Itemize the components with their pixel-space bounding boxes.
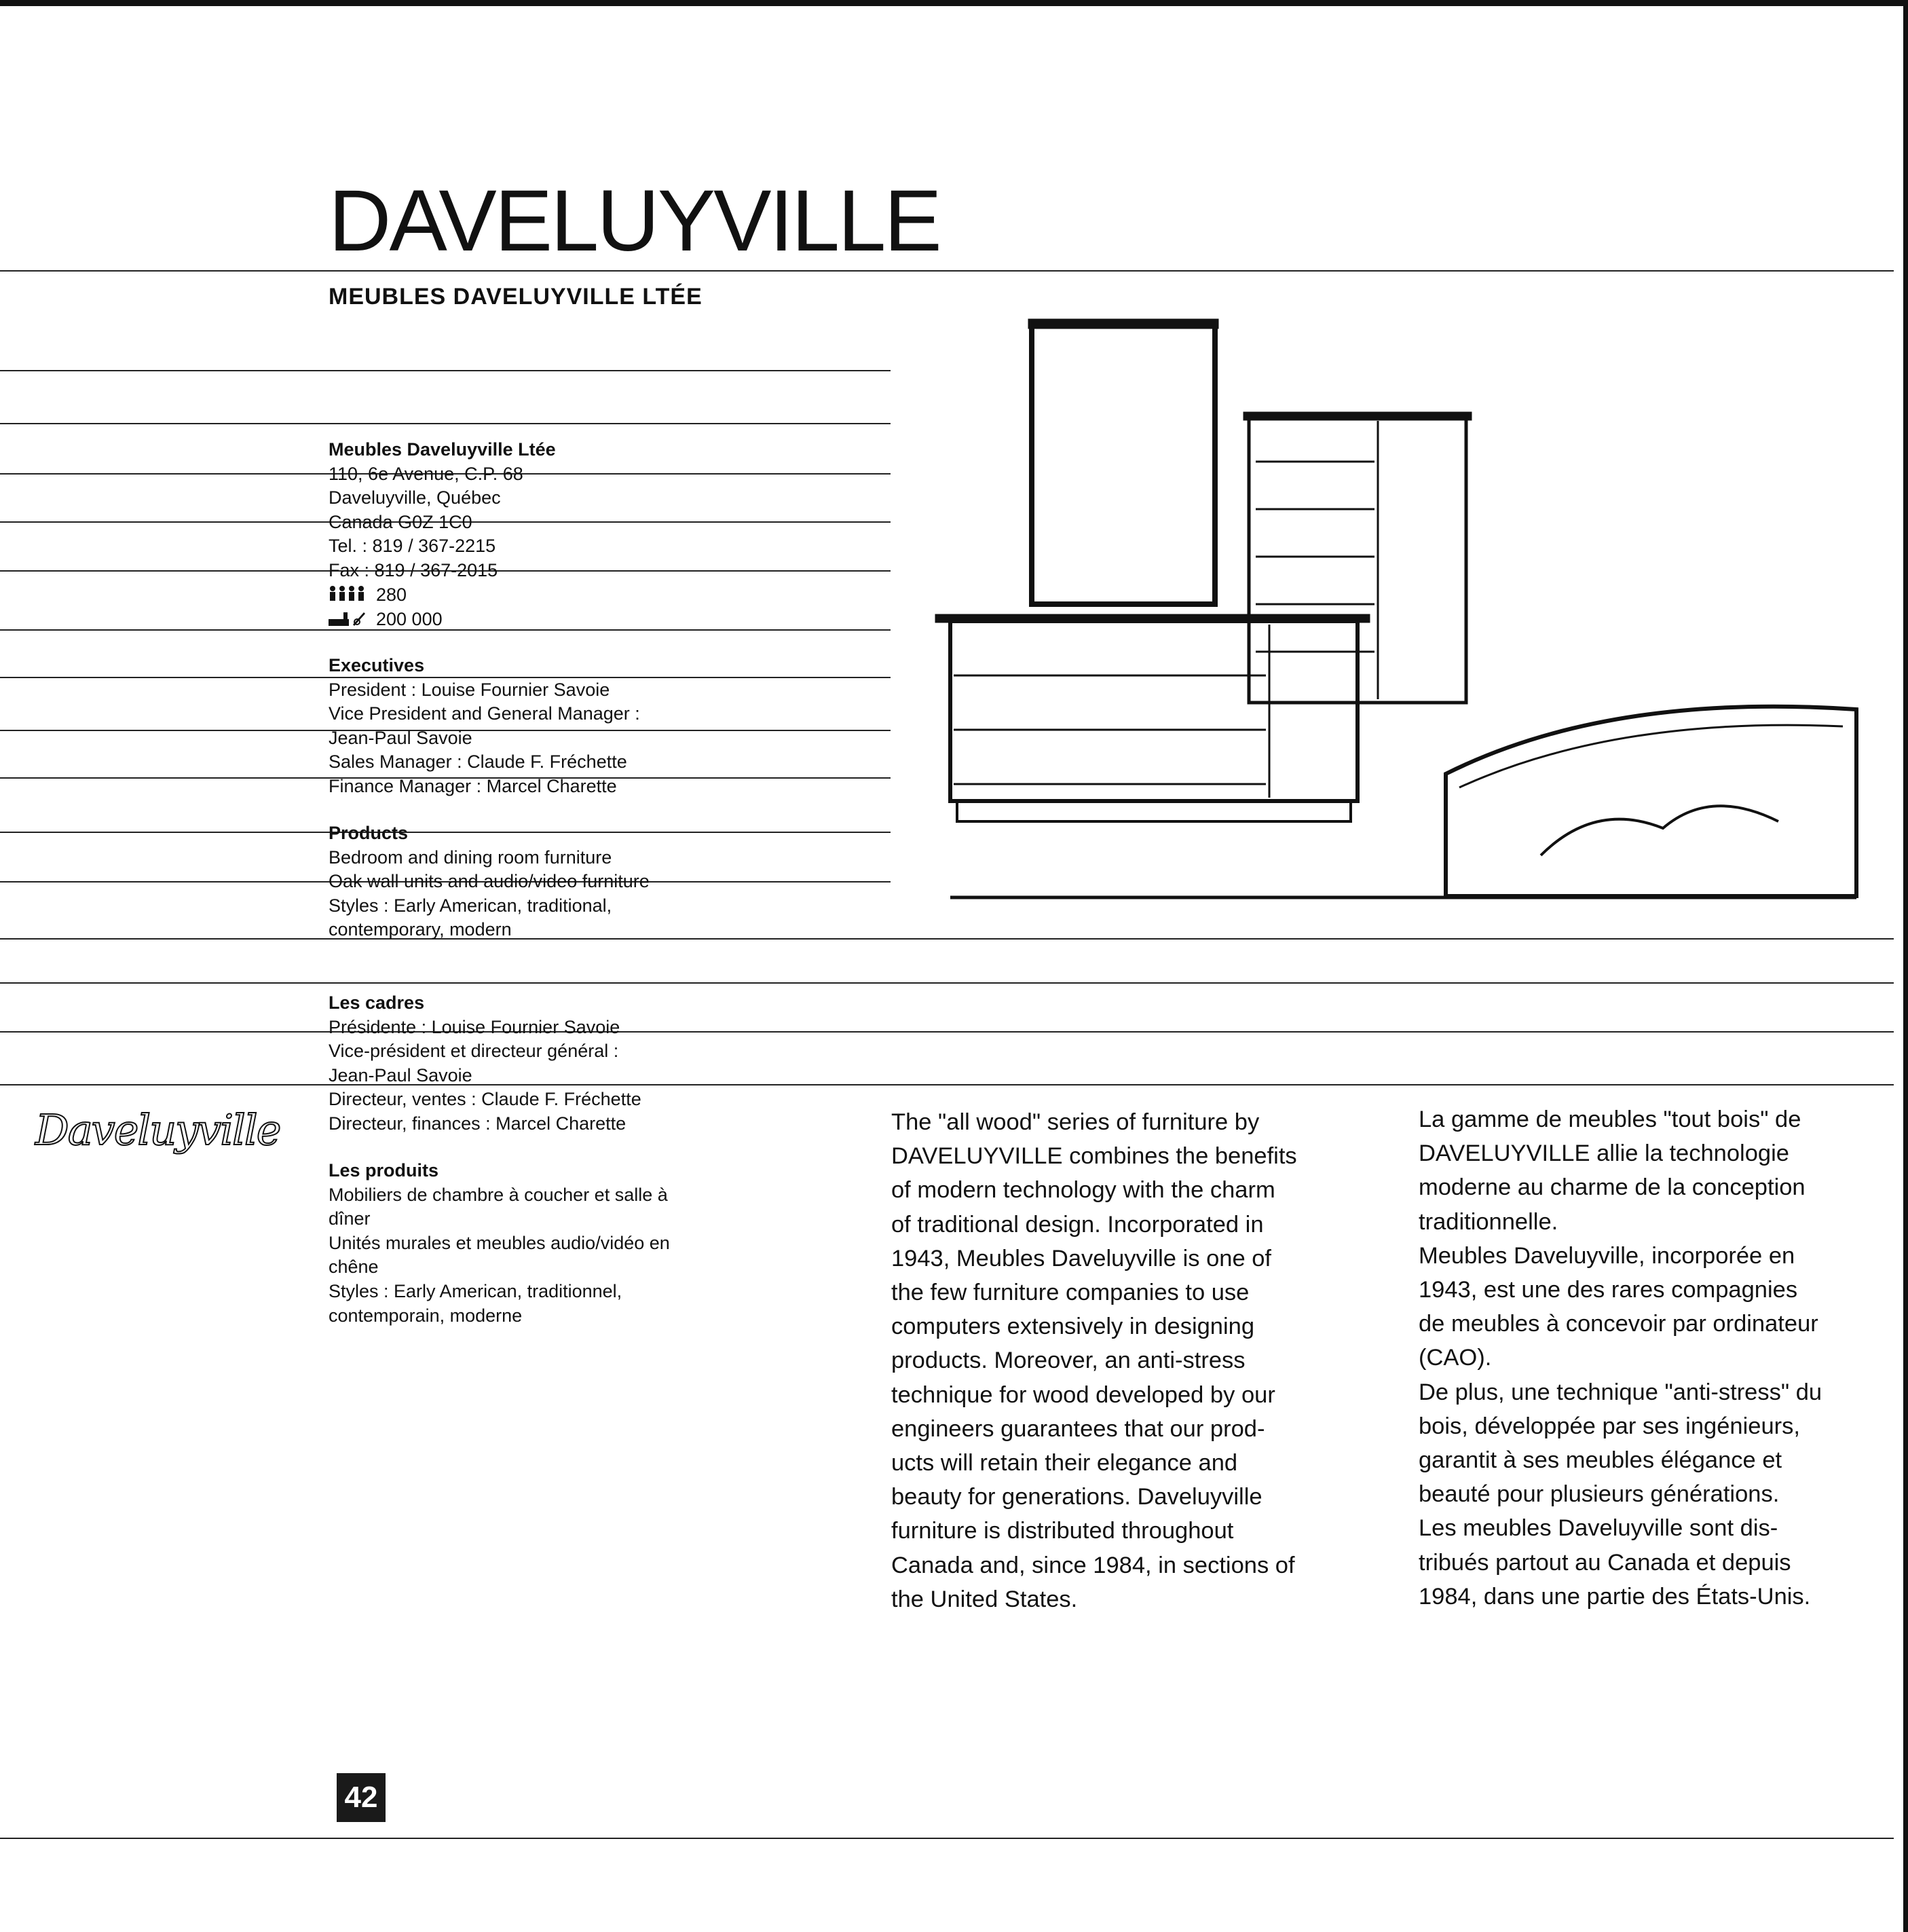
french-line: de meubles à concevoir par ordinateur [1419,1311,1818,1337]
produit-line: dîner [329,1208,371,1229]
company-logo: Daveluyville [35,1105,280,1155]
executive-line: Sales Manager : Claude F. Fréchette [329,751,627,773]
executive-line: Finance Manager : Marcel Charette [329,775,617,796]
english-line: computers extensively in designing [891,1314,1255,1340]
english-line: engineers guarantees that our prod- [891,1415,1265,1442]
employees-row [329,583,556,608]
french-line: beauté pour plusieurs générations. [1419,1481,1780,1508]
employees-icon [329,584,367,608]
product-line: contemporary, modern [329,919,512,940]
cadres-block [329,991,641,1136]
french-line: De plus, une technique "anti-stress" du [1419,1379,1822,1405]
french-line: 1943, est une des rares compagnies [1419,1277,1798,1303]
area-row [329,608,556,633]
rule-line [0,423,891,424]
french-line: tribués partout au Canada et depuis [1419,1549,1791,1576]
french-line: garantit à ses meubles élégance et [1419,1447,1782,1474]
cadre-line: Jean-Paul Savoie [329,1064,472,1085]
telephone-line: Tel. : 819 / 367-2215 [329,536,496,557]
produits-heading: Les produits [329,1160,439,1181]
produit-line: contemporain, moderne [329,1305,523,1326]
page-title: DAVELUYVILLE [329,172,940,270]
produit-line: chêne [329,1257,379,1278]
english-line: The "all wood" series of furniture by [891,1109,1260,1135]
products-block [329,821,650,942]
city-line: Daveluyville, Québec [329,487,501,508]
french-line: DAVELUYVILLE allie la technologie [1419,1140,1789,1167]
produits-block [329,1159,670,1328]
executive-line: Jean-Paul Savoie [329,727,472,748]
postal-line: Canada G0Z 1C0 [329,511,472,532]
cadres-heading: Les cadres [329,992,425,1013]
fax-line: Fax : 819 / 367-2015 [329,559,498,580]
product-line: Oak wall units and audio/video furniture [329,871,650,892]
company-name: Meubles Daveluyville Ltée [329,439,556,460]
rule-line [0,370,891,371]
executive-line: President : Louise Fournier Savoie [329,679,610,700]
cadre-line: Directeur, ventes : Claude F. Fréchette [329,1089,641,1110]
english-line: ucts will retain their elegance and [891,1450,1238,1476]
english-line: of modern technology with the charm [891,1177,1275,1204]
produit-line: Styles : Early American, traditionnel, [329,1280,622,1301]
product-line: Bedroom and dining room furniture [329,847,612,868]
cadre-line: Directeur, finances : Marcel Charette [329,1113,626,1134]
product-line: Styles : Early American, traditional, [329,895,612,916]
produit-line: Unités murales et meubles audio/vidéo en [329,1232,670,1253]
rule-line [0,1084,1894,1085]
english-line: Canada and, since 1984, in sections of [891,1552,1295,1578]
page-top-border [0,0,1908,6]
french-description [1419,1102,1822,1614]
company-subtitle: MEUBLES DAVELUYVILLE LTÉE [329,284,703,310]
english-line: beauty for generations. Daveluyville [891,1484,1262,1510]
french-line: Les meubles Daveluyville sont dis- [1419,1515,1778,1542]
cadre-line: Vice-président et directeur général : [329,1041,619,1062]
english-line: the few furniture companies to use [891,1280,1250,1306]
produit-line: Mobiliers de chambre à coucher et salle à [329,1184,668,1205]
products-heading: Products [329,823,409,843]
contact-block [329,438,556,633]
french-line: 1984, dans une partie des États-Unis. [1419,1583,1811,1610]
rule-line [0,982,1894,984]
english-line: 1943, Meubles Daveluyville is one of [891,1245,1271,1271]
french-line: (CAO). [1419,1345,1492,1371]
english-line: technique for wood developed by our [891,1381,1275,1408]
french-line: La gamme de meubles "tout bois" de [1419,1107,1801,1132]
cadre-line: Présidente : Louise Fournier Savoie [329,1016,620,1037]
rule-line [0,270,1894,272]
french-line: bois, développée par ses ingénieurs, [1419,1413,1800,1439]
rule-line [0,1031,1894,1033]
address-line: 110, 6e Avenue, C.P. 68 [329,463,523,484]
employees-count: 280 [376,584,407,605]
page-number: 42 [337,1773,386,1822]
rule-line [0,1838,1894,1839]
furniture-photo [930,312,1880,913]
english-line: DAVELUYVILLE combines the benefits [891,1143,1297,1170]
factory-area-value: 200 000 [376,609,443,630]
factory-area-icon [329,608,367,633]
english-line: the United States. [891,1586,1078,1612]
executives-heading: Executives [329,655,425,675]
english-description [891,1105,1297,1616]
english-line: of traditional design. Incorporated in [891,1211,1264,1238]
french-line: traditionnelle. [1419,1208,1558,1235]
page-right-border [1903,0,1908,1932]
french-line: moderne au charme de la conception [1419,1174,1806,1201]
executives-block [329,654,640,799]
english-line: products. Moreover, an anti-stress [891,1348,1246,1374]
rule-line [0,938,1894,940]
english-line: furniture is distributed throughout [891,1518,1234,1544]
executive-line: Vice President and General Manager : [329,703,640,724]
french-line: Meubles Daveluyville, incorporée en [1419,1242,1795,1269]
